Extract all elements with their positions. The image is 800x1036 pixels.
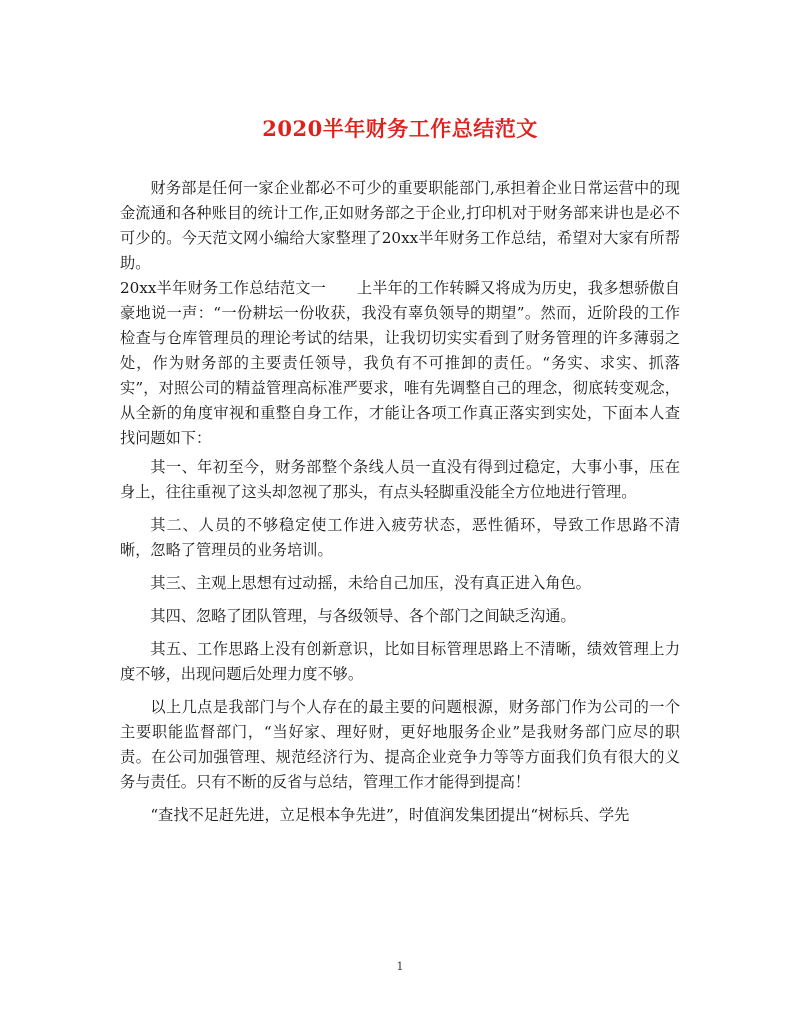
paragraph-continuation: “查找不足赶先进，立足根本争先进”，时值润发集团提出“树标兵、学先 <box>150 806 630 824</box>
paragraph-issue-two: 其二、人员的不够稳定使工作进入疲劳状态，恶性循环，导致工作思路不清晰，忽略了管理员的业务培训。 <box>120 516 680 559</box>
paragraph-conclusion: 以上几点是我部门与个人存在的最主要的问题根源，财务部门作为公司的一个主要职能监督部门，“当好家、理好财，更好地服务企业”是我财务部门应尽的职责。在公司加强管理、规范经济行为、提高企业竞争力等等方面我们负有很大的义务与责任。只有不断的反省与总结，管理工作才能得到提高！ <box>120 698 680 791</box>
paragraph-issue-five: 其五、工作思路上没有创新意识，比如目标管理思路上不清晰，绩效管理上力度不够，出现问题后处理力度不够。 <box>120 640 680 683</box>
paragraph-issue-one: 其一、年初至今，财务部整个条线人员一直没有得到过稳定，大事小事，压在身上，往往重视了这头却忽视了那头，有点头轻脚重没能全方位地进行管理。 <box>120 458 680 501</box>
document-body <box>120 176 680 836</box>
paragraph-issue-four: 其四、忽略了团队管理，与各级领导、各个部门之间缺乏沟通。 <box>150 607 576 625</box>
paragraph-summary-one: 20xx半年财务工作总结范文一 上半年的工作转瞬又将成为历史，我多想骄傲自豪地说一声：“一份耕坛一份收获，我没有辜负领导的期望”。然而，近阶段的工作检查与仓库管理员的理论考试的结果，让我切切实实看到了财务管理的许多薄弱之处，作为财务部的主要责任领导，我负有不可推卸的责任。“务实、求实、抓落实”，对照公司的精益管理高标准严要求，唯有先调整自己的理念，彻底转变观念，从全新的角度审视和重整自身工作，才能让各项工作真正落实到实处，下面本人查找问题如下： <box>120 279 680 447</box>
document-title: 2020半年财务工作总结范文 <box>262 116 538 141</box>
paragraph-issue-three: 其三、主观上思想有过动摇，未给自己加压，没有真正进入角色。 <box>150 574 591 592</box>
paragraph-intro: 财务部是任何一家企业都必不可少的重要职能部门,承担着企业日常运营中的现金流通和各种账目的统计工作,正如财务部之于企业,打印机对于财务部来讲也是必不可少的。今天范文网小编给大家整理了20xx半年财务工作总结，希望对大家有所帮助。 <box>120 179 680 272</box>
page-number: 1 <box>396 960 404 973</box>
